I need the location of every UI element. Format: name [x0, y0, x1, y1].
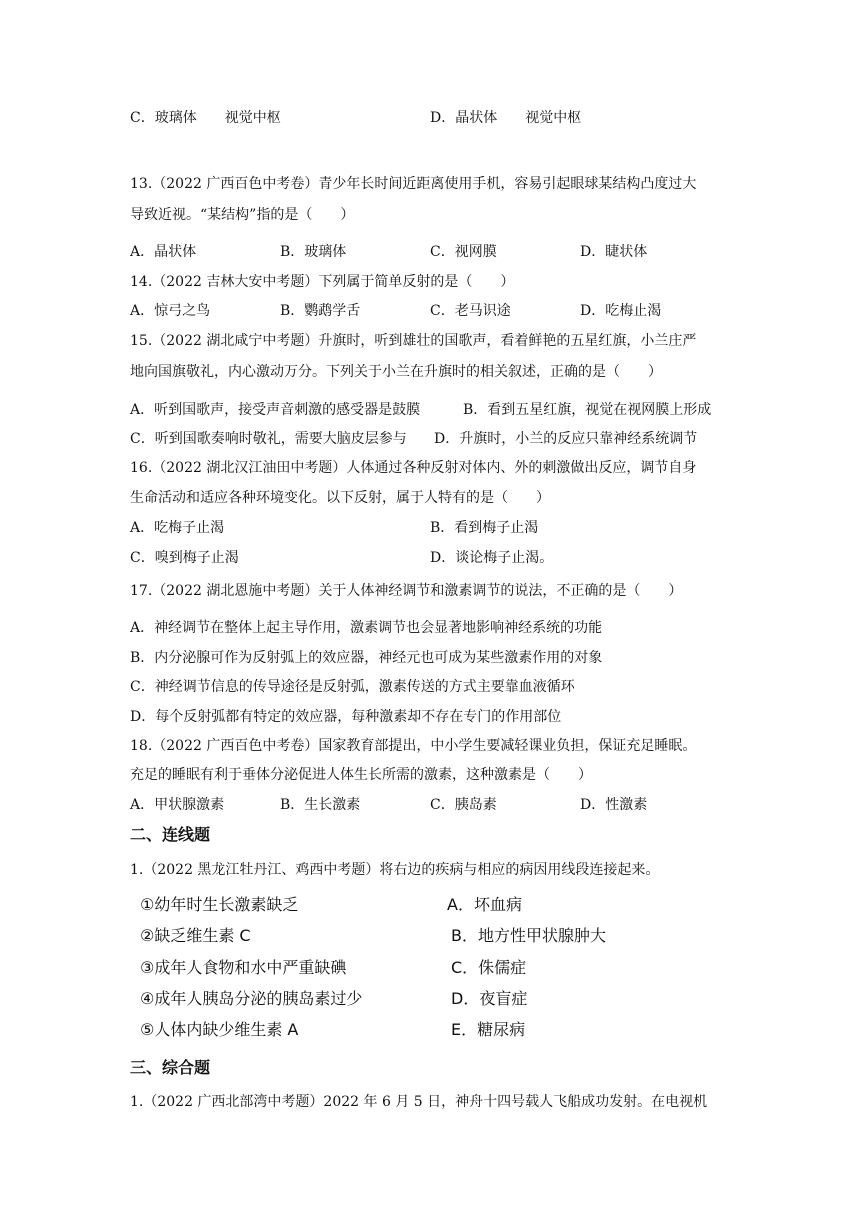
section2-q1-stem: 1.（2022 黑龙江牡丹江、鸡西中考题）将右边的疾病与相应的病因用线段连接起来。	[130, 862, 660, 878]
q13-stem-line1: 13.（2022 广西百色中考卷）青少年长时间近距离使用手机，容易引起眼球某结构凸度过大	[130, 176, 697, 192]
q15-options-row2	[130, 429, 730, 449]
q12-option-c: C．玻璃体 视觉中枢	[130, 110, 281, 126]
matching-right-item: D．夜盲症	[451, 989, 528, 1008]
section2-title: 二、连线题	[130, 825, 211, 844]
q16-options-row1	[130, 518, 730, 538]
q16-stem-line2: 生命活动和适应各种环境变化。以下反射，属于人特有的是（ ）	[130, 490, 550, 506]
q16-option-c: C．嗅到梅子止渴	[130, 550, 239, 566]
q14-stem: 14.（2022 吉林大安中考题）下列属于简单反射的是（ ）	[130, 274, 515, 290]
q13-stem-line2: 导致近视。“某结构”指的是（ ）	[130, 207, 355, 223]
q16-option-b: B．看到梅子止渴	[430, 520, 539, 536]
section3-title: 三、综合题	[130, 1058, 211, 1077]
matching-left-item: ①幼年时生长激素缺乏	[140, 895, 299, 914]
q17-option-d: D．每个反射弧都有特定的效应器，每种激素却不存在专门的作用部位	[130, 709, 562, 725]
q13-option-c: C．视网膜	[430, 244, 497, 260]
section3-q1-stem: 1.（2022 广西北部湾中考题）2022 年 6 月 5 日，神舟十四号载人飞船成功发射。在电视机	[130, 1094, 708, 1110]
q12-options-row	[130, 108, 730, 128]
q17-stem: 17.（2022 湖北恩施中考题）关于人体神经调节和激素调节的说法，不正确的是（ ）	[130, 583, 683, 599]
q18-options-row	[130, 795, 730, 815]
q13-option-a: A．晶状体	[130, 244, 197, 260]
q17-option-b: B．内分泌腺可作为反射弧上的效应器，神经元也可成为某些激素作用的对象	[130, 650, 603, 666]
q14-option-a: A．惊弓之鸟	[130, 303, 211, 319]
matching-left-item: ④成年人胰岛分泌的胰岛素过少	[140, 989, 363, 1008]
q16-option-a: A．吃梅子止渴	[130, 520, 225, 536]
q14-option-d: D．吃梅止渴	[580, 303, 662, 319]
q15-stem-line1: 15.（2022 湖北咸宁中考题）升旗时，听到雄壮的国歌声，看着鲜艳的五星红旗，小兰庄严	[130, 333, 697, 349]
q17-option-c: C．神经调节信息的传导途径是反射弧，激素传送的方式主要靠血液循环	[130, 679, 575, 695]
q15-option-d: D．升旗时，小兰的反应只靠神经系统调节	[434, 431, 698, 447]
matching-left-item: ②缺乏维生素 C	[140, 926, 251, 945]
matching-right-item: B．地方性甲状腺肿大	[451, 926, 606, 945]
q16-options-row2	[130, 548, 730, 568]
q12-option-d: D．晶状体 视觉中枢	[430, 110, 582, 126]
q18-option-d: D．性激素	[580, 797, 648, 813]
q15-stem-line2: 地向国旗敬礼，内心激动万分。下列关于小兰在升旗时的相关叙述，正确的是（ ）	[130, 364, 662, 380]
matching-left-item: ③成年人食物和水中严重缺碘	[140, 958, 347, 977]
q14-option-b: B．鹦鹉学舌	[280, 303, 361, 319]
q18-option-b: B．生长激素	[280, 797, 361, 813]
q16-stem-line1: 16.（2022 湖北汉江油田中考题）人体通过各种反射对体内、外的刺激做出反应，调节自身	[130, 460, 697, 476]
q15-options-row1	[130, 400, 730, 420]
q15-option-b: B．看到五星红旗，视觉在视网膜上形成	[463, 402, 712, 418]
q15-option-a: A．听到国歌声，接受声音刺激的感受器是鼓膜	[130, 402, 421, 418]
q18-stem-line1: 18.（2022 广西百色中考卷）国家教育部提出，中小学生要减轻课业负担，保证充足睡眠。	[130, 738, 697, 754]
matching-left-item: ⑤人体内缺少维生素 A	[140, 1020, 299, 1039]
matching-right-item: A．坏血病	[447, 895, 522, 914]
q16-option-d: D．谈论梅子止渴。	[430, 550, 554, 566]
q18-stem-line2: 充足的睡眠有利于垂体分泌促进人体生长所需的激素，这种激素是（ ）	[130, 767, 592, 783]
q17-option-a: A．神经调节在整体上起主导作用，激素调节也会显著地影响神经系统的功能	[130, 620, 603, 636]
matching-right-item: C．侏儒症	[451, 958, 527, 977]
q13-option-d: D．睫状体	[580, 244, 648, 260]
q13-options-row	[130, 242, 730, 262]
q18-option-a: A．甲状腺激素	[130, 797, 225, 813]
q18-option-c: C．胰岛素	[430, 797, 497, 813]
q14-options-row	[130, 301, 730, 321]
matching-right-item: E．糖尿病	[451, 1020, 526, 1039]
q15-option-c: C．听到国歌奏响时敬礼，需要大脑皮层参与	[130, 431, 407, 447]
q14-option-c: C．老马识途	[430, 303, 511, 319]
q13-option-b: B．玻璃体	[280, 244, 347, 260]
